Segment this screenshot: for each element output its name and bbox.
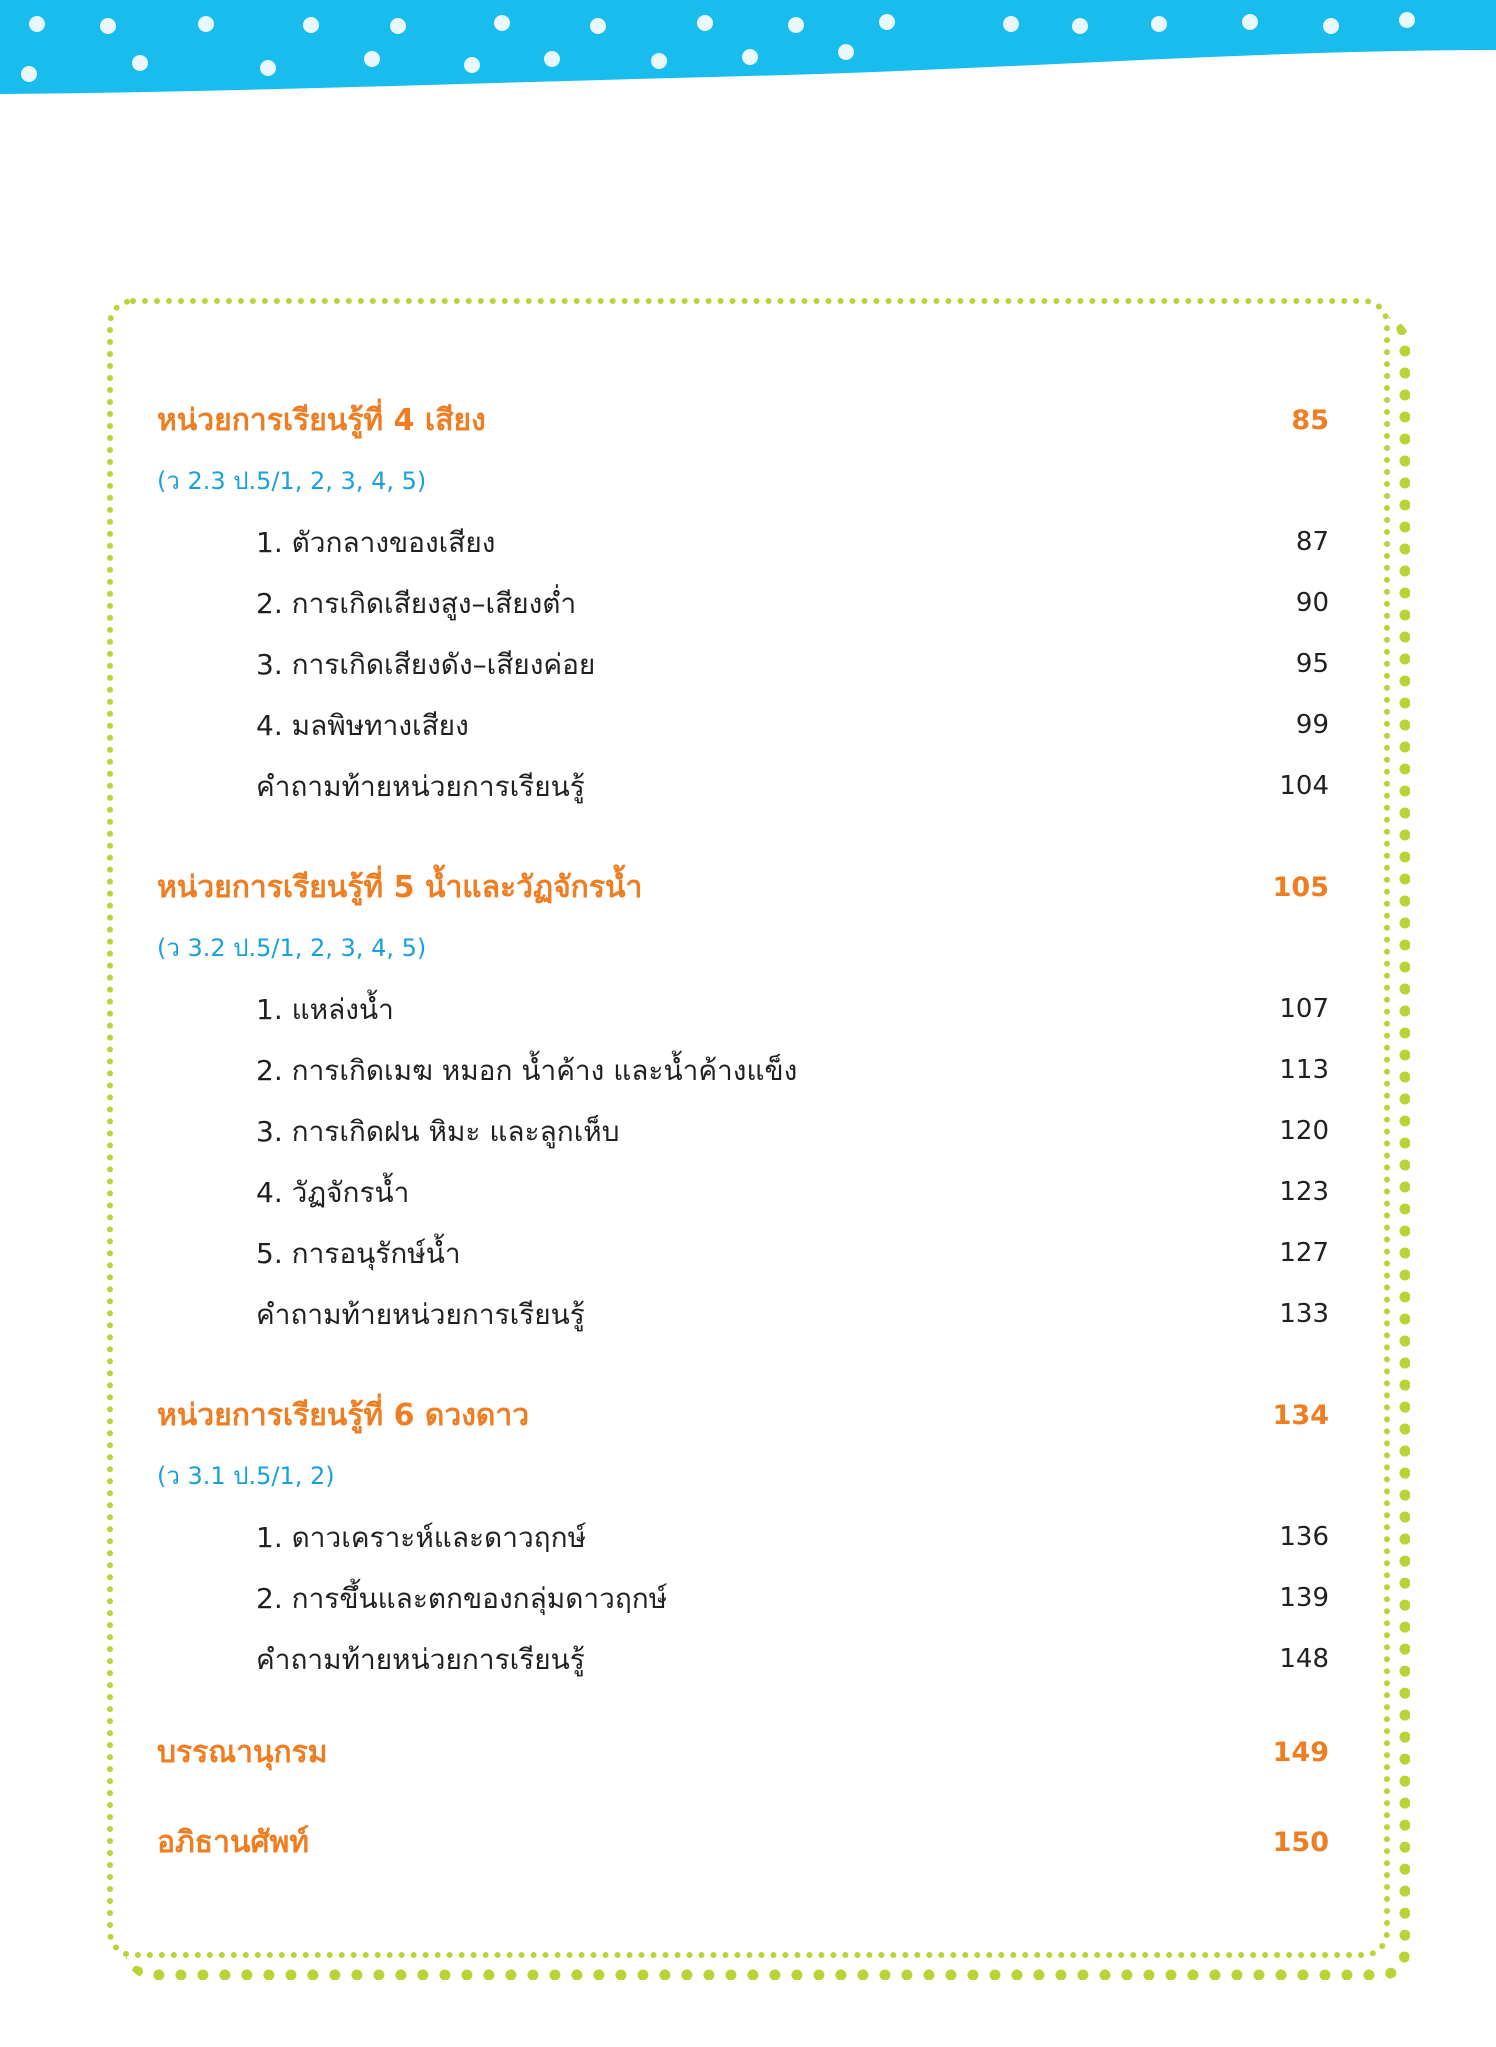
unit-title: หน่วยการเรียนรู้ที่ 5 น้ำและวัฏจักรน้ำ bbox=[157, 870, 643, 905]
toc-entry bbox=[157, 1507, 1329, 1568]
page-number: 133 bbox=[1279, 1299, 1329, 1329]
entry-title: 1. ดาวเคราะห์และดาวฤกษ์ bbox=[256, 1521, 587, 1554]
page-number: 149 bbox=[1272, 1737, 1329, 1768]
toc-entry bbox=[157, 1223, 1329, 1284]
toc-entry bbox=[157, 1162, 1329, 1223]
toc-entry bbox=[157, 1284, 1329, 1345]
toc-entry bbox=[157, 1629, 1329, 1690]
table-of-contents bbox=[157, 390, 1329, 1873]
page-number: 99 bbox=[1295, 710, 1329, 740]
toc-entry bbox=[157, 1568, 1329, 1629]
page-number: 127 bbox=[1279, 1238, 1329, 1268]
entry-title: 2. การเกิดเสียงสูง–เสียงต่ำ bbox=[256, 587, 577, 620]
unit-title: หน่วยการเรียนรู้ที่ 6 ดวงดาว bbox=[157, 1398, 530, 1433]
page-number: 104 bbox=[1279, 771, 1329, 801]
toc-entry bbox=[157, 756, 1329, 817]
page-number: 148 bbox=[1279, 1644, 1329, 1674]
entry-title: บรรณานุกรม bbox=[157, 1735, 328, 1770]
page-number: 113 bbox=[1279, 1055, 1329, 1085]
entry-title: อภิธานศัพท์ bbox=[157, 1825, 310, 1860]
top-dotted-banner bbox=[0, 0, 1496, 100]
unit-section bbox=[157, 390, 1329, 817]
page-number: 123 bbox=[1279, 1177, 1329, 1207]
glossary-heading bbox=[157, 1812, 1329, 1873]
entry-title: 2. การเกิดเมฆ หมอก น้ำค้าง และน้ำค้างแข็ง bbox=[256, 1054, 798, 1087]
entry-title: 2. การขึ้นและตกของกลุ่มดาวฤกษ์ bbox=[256, 1582, 668, 1615]
toc-entry bbox=[157, 573, 1329, 634]
toc-entry bbox=[157, 979, 1329, 1040]
unit-section bbox=[157, 857, 1329, 1345]
bibliography-heading bbox=[157, 1722, 1329, 1783]
toc-entry bbox=[157, 695, 1329, 756]
page-number: 139 bbox=[1279, 1583, 1329, 1613]
toc-entry bbox=[157, 512, 1329, 573]
toc-entry bbox=[157, 634, 1329, 695]
entry-title: 1. ตัวกลางของเสียง bbox=[256, 526, 496, 559]
entry-title: คำถามท้ายหน่วยการเรียนรู้ bbox=[256, 1643, 585, 1676]
toc-entry bbox=[157, 1101, 1329, 1162]
page-number: 107 bbox=[1279, 994, 1329, 1024]
unit-standards: (ว 2.3 ป.5/1, 2, 3, 4, 5) bbox=[157, 467, 427, 495]
back-matter-section bbox=[157, 1722, 1329, 1873]
page-number: 87 bbox=[1295, 527, 1329, 557]
page-number: 95 bbox=[1295, 649, 1329, 679]
page-number: 90 bbox=[1295, 588, 1329, 618]
entry-title: คำถามท้ายหน่วยการเรียนรู้ bbox=[256, 1298, 585, 1331]
unit-heading bbox=[157, 390, 1329, 451]
unit-standards: (ว 3.1 ป.5/1, 2) bbox=[157, 1462, 335, 1490]
unit-section bbox=[157, 1385, 1329, 1690]
entry-title: 1. แหล่งน้ำ bbox=[256, 993, 394, 1026]
page-number: 134 bbox=[1272, 1400, 1329, 1431]
toc-entry bbox=[157, 1040, 1329, 1101]
unit-standards: (ว 3.2 ป.5/1, 2, 3, 4, 5) bbox=[157, 934, 427, 962]
page-number: 85 bbox=[1291, 405, 1329, 436]
unit-title: หน่วยการเรียนรู้ที่ 4 เสียง bbox=[157, 403, 486, 438]
entry-title: 3. การเกิดฝน หิมะ และลูกเห็บ bbox=[256, 1115, 620, 1148]
page-number: 136 bbox=[1279, 1522, 1329, 1552]
unit-heading bbox=[157, 1385, 1329, 1446]
page-number: 105 bbox=[1272, 872, 1329, 903]
unit-heading bbox=[157, 857, 1329, 918]
entry-title: 3. การเกิดเสียงดัง–เสียงค่อย bbox=[256, 648, 596, 681]
entry-title: 4. วัฏจักรน้ำ bbox=[256, 1176, 410, 1209]
entry-title: คำถามท้ายหน่วยการเรียนรู้ bbox=[256, 770, 585, 803]
page-number: 150 bbox=[1272, 1827, 1329, 1858]
entry-title: 4. มลพิษทางเสียง bbox=[256, 709, 469, 742]
entry-title: 5. การอนุรักษ์น้ำ bbox=[256, 1237, 461, 1270]
page-number: 120 bbox=[1279, 1116, 1329, 1146]
banner-wave bbox=[0, 0, 1496, 94]
